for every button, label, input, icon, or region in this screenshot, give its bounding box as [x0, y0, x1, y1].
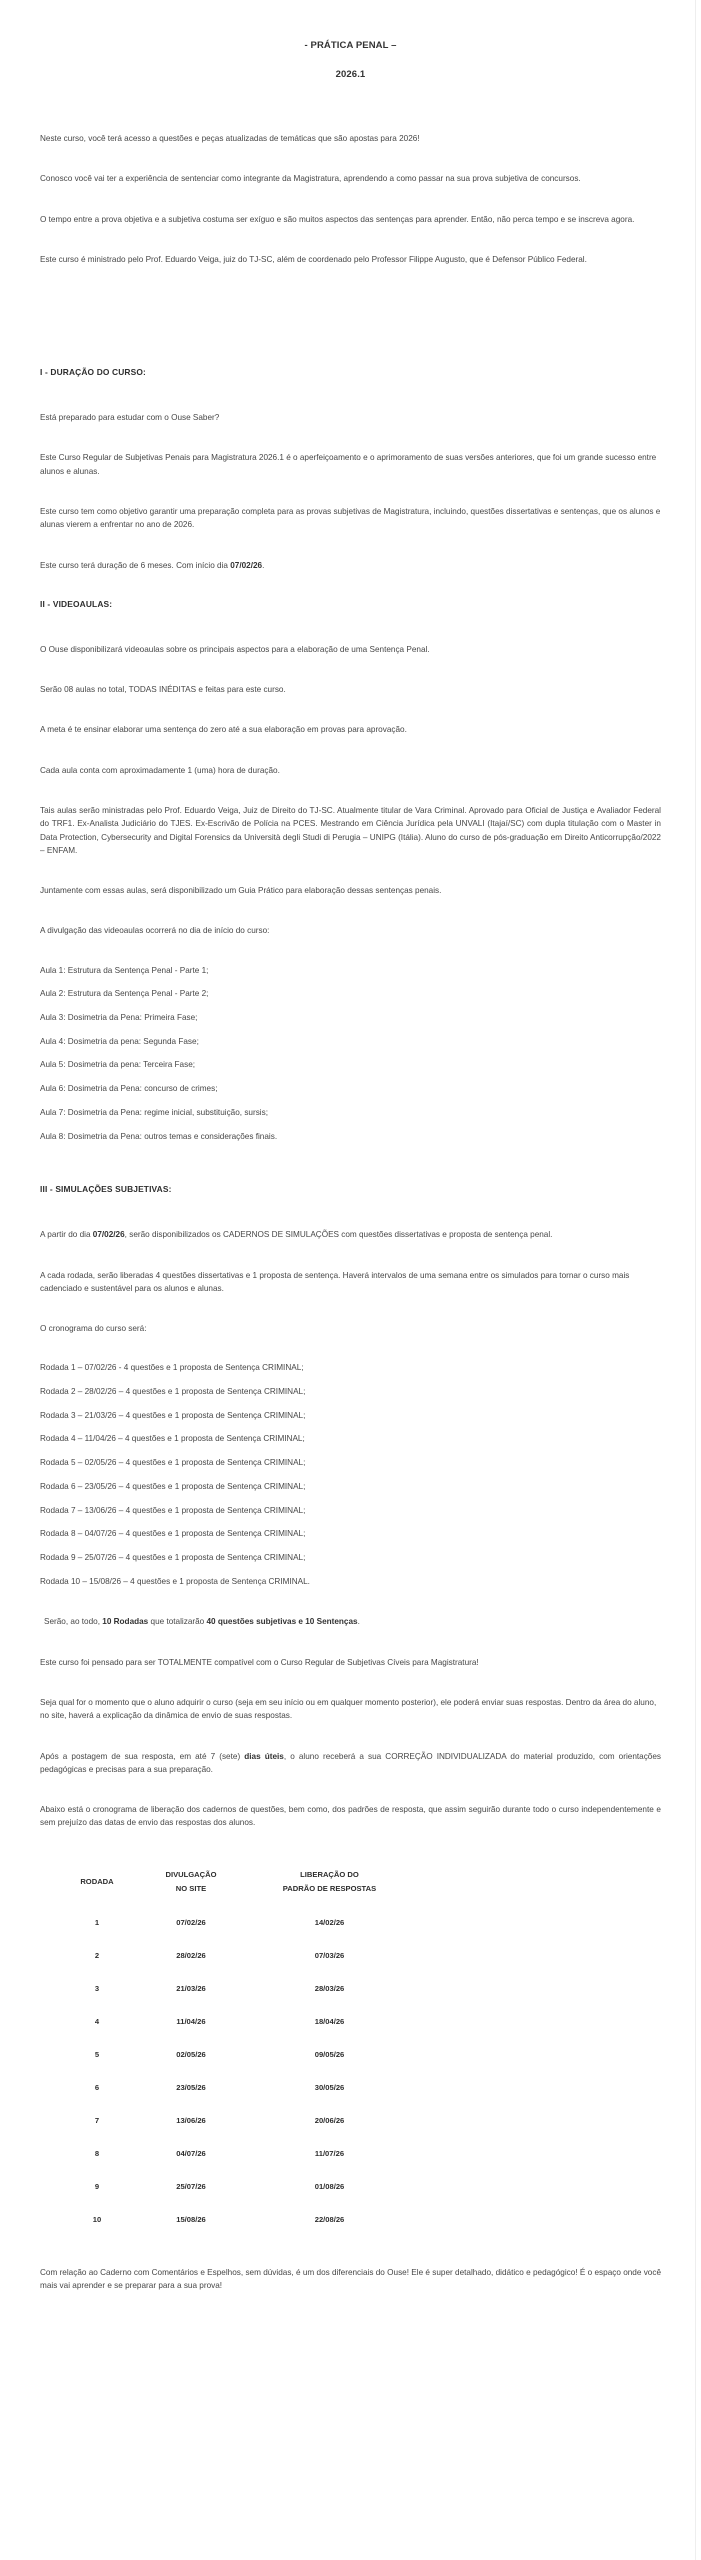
videoaulas-paragraph-6: Juntamente com essas aulas, será disponibilizado um Guia Prático para elaboração dessas sentenças penais.: [40, 886, 442, 896]
cell-rodada: 10: [92, 2214, 102, 2224]
cell-divulgacao: 28/02/26: [176, 1950, 206, 1960]
list-item: Aula 3: Dosimetria da Pena: Primeira Fase;: [40, 1013, 198, 1023]
list-item: Aula 8: Dosimetria da Pena: outros temas e considerações finais.: [40, 1131, 278, 1141]
section-heading-duracao: I - DURAÇÃO DO CURSO:: [40, 367, 146, 378]
cell-divulgacao: 07/02/26: [176, 1917, 206, 1927]
totals-rodadas: 10 Rodadas: [102, 1617, 149, 1627]
list-item: Aula 4: Dosimetria da pena: Segunda Fase;: [40, 1036, 199, 1046]
videoaulas-paragraph-2: Serão 08 aulas no total, TODAS INÉDITAS e feitas para este curso.: [40, 685, 286, 695]
section-heading-videoaulas: II - VIDEOAULAS:: [40, 598, 113, 609]
cell-liberacao: 28/03/26: [314, 1983, 345, 1993]
simulacoes-paragraph-4: Este curso foi pensado para ser TOTALMENTE compatível com o Curso Regular de Subjetivas Cíveis para Magistratura!: [40, 1657, 479, 1667]
totals-suffix: .: [357, 1617, 360, 1627]
cell-rodada: 4: [94, 2016, 100, 2026]
cell-rodada: 1: [94, 1917, 100, 1927]
liberacao-line-1: LIBERAÇÃO DO: [300, 1869, 359, 1879]
cell-liberacao: 22/08/26: [314, 2214, 345, 2224]
schedule-table-body: [58, 1906, 413, 2236]
list-item: Aula 7: Dosimetria da Pena: regime inicial, substituição, sursis;: [40, 1107, 268, 1117]
round-schedule-list: [40, 1362, 661, 1588]
cell-rodada: 6: [94, 2082, 100, 2092]
column-header-rodada: RODADA: [80, 1876, 114, 1886]
list-item: Aula 2: Estrutura da Sentença Penal - Parte 2;: [40, 989, 209, 999]
list-item: Rodada 3 – 21/03/26 – 4 questões e 1 proposta de Sentença CRIMINAL;: [40, 1410, 306, 1420]
duracao-start-date: 07/02/26: [230, 560, 263, 570]
cell-rodada: 3: [94, 1983, 100, 1993]
cell-liberacao: 30/05/26: [314, 2082, 345, 2092]
totals-questoes: 40 questões subjetivas e 10 Sentenças: [206, 1617, 358, 1627]
list-item: Rodada 10 – 15/08/26 – 4 questões e 1 proposta de Sentença CRIMINAL.: [40, 1576, 310, 1586]
section-spacer: [40, 1170, 661, 1184]
duracao-p4-suffix: .: [262, 560, 265, 570]
page-right-edge: [695, 0, 696, 2560]
cell-liberacao: 20/06/26: [314, 2115, 345, 2125]
simulacoes-paragraph-5: Seja qual for o momento que o aluno adquirir o curso (seja em seu início ou em qualquer momento posterior), ele poderá enviar suas respostas. Dentro da área do aluno, no site, haverá a explicação da dinâmica de envio de suas respostas.: [40, 1697, 657, 1721]
list-item: Rodada 9 – 25/07/26 – 4 questões e 1 proposta de Sentença CRIMINAL;: [40, 1553, 306, 1562]
cell-rodada: 8: [94, 2148, 100, 2158]
cell-divulgacao: 21/03/26: [176, 1983, 206, 1993]
divulgacao-line-1: DIVULGAÇÃO: [165, 1869, 217, 1879]
cell-rodada: 5: [94, 2049, 100, 2059]
list-item: Aula 6: Dosimetria da Pena: concurso de crimes;: [40, 1084, 218, 1094]
table-row: [58, 2038, 413, 2071]
section-heading-simulacoes: III - SIMULAÇÕES SUBJETIVAS:: [40, 1184, 172, 1195]
list-item: Rodada 8 – 04/07/26 – 4 questões e 1 proposta de Sentença CRIMINAL;: [40, 1529, 306, 1539]
cell-divulgacao: 23/05/26: [176, 2082, 206, 2092]
lesson-list: [40, 965, 661, 1144]
cell-rodada: 7: [94, 2115, 100, 2125]
duracao-paragraph-2: Este Curso Regular de Subjetivas Penais para Magistratura 2026.1 é o aperfeiçoamento e o aprimoramento de suas versões anteriores, que foi um grande sucesso entre alunos e alunas.: [40, 453, 657, 476]
duracao-paragraph-3: Este curso tem como objetivo garantir uma preparação completa para as provas subjetivas de Magistratura, incluindo, questões dissertativas e sentenças, que os alunos e alunas vierem a enfrentar no ano de 2026.: [40, 506, 661, 530]
cell-rodada: 9: [94, 2181, 100, 2191]
intro-paragraph-1: Neste curso, você terá acesso a questões e peças atualizadas de temáticas que são apostas para 2026!: [40, 134, 420, 143]
column-header-liberacao: [246, 1864, 413, 1906]
list-item: Rodada 1 – 07/02/26 - 4 questões e 1 proposta de Sentença CRIMINAL;: [40, 1363, 304, 1373]
simulacoes-totals: [40, 1615, 661, 1628]
simulacoes-paragraph-2: A cada rodada, serão liberadas 4 questões dissertativas e 1 proposta de sentença. Haverá intervalos de uma semana entre os simulados para tornar o curso mais cadenciado e sustentável para os alunos e alunas.: [40, 1270, 630, 1293]
cell-divulgacao: 04/07/26: [176, 2148, 206, 2158]
list-item: Aula 5: Dosimetria da pena: Terceira Fase;: [40, 1060, 196, 1070]
table-row: [58, 1939, 413, 1972]
cell-liberacao: 07/03/26: [314, 1950, 345, 1960]
closing-paragraph: Com relação ao Caderno com Comentários e Espelhos, sem dúvidas, é um dos diferenciais do Ouse! Ele é super detalhado, didático e pedagógico! É o espaço onde você mais vai aprender e se preparar para a sua prova!: [40, 2267, 661, 2291]
simulacoes-paragraph-7: Abaixo está o cronograma de liberação dos cadernos de questões, bem como, dos padrões de resposta, que assim seguirão durante todo o curso independentemente e sem prejuízo das datas de envio das respostas dos alunos.: [40, 1805, 661, 1828]
table-row: [58, 2005, 413, 2038]
column-header-divulgacao: [136, 1864, 246, 1906]
intro-paragraph-4: Este curso é ministrado pelo Prof. Eduardo Veiga, juiz do TJ-SC, além de coordenado pelo Professor Filippe Augusto, que é Defensor Público Federal.: [40, 254, 587, 264]
correcao-suffix: , o aluno receberá a sua CORREÇÃO INDIVIDUALIZADA do material produzido, com orientações pedagógicas e precisas para a sua preparação.: [40, 1751, 661, 1774]
document-title: - PRÁTICA PENAL –: [304, 40, 397, 51]
cell-liberacao: 01/08/26: [314, 2181, 345, 2191]
cell-divulgacao: 13/06/26: [176, 2115, 206, 2125]
table-header-row: [58, 1864, 413, 1906]
duracao-paragraph-1: Está preparado para estudar com o Ouse Saber?: [40, 413, 220, 423]
simulacoes-start-date: 07/02/26: [92, 1230, 125, 1240]
table-row: [58, 1906, 413, 1939]
cell-divulgacao: 02/05/26: [176, 2049, 206, 2059]
table-row: [58, 2071, 413, 2104]
list-item: Aula 1: Estrutura da Sentença Penal - Parte 1;: [40, 965, 209, 975]
totals-mid: que totalizarão: [148, 1617, 207, 1627]
videoaulas-paragraph-3: A meta é te ensinar elaborar uma sentença do zero até a sua elaboração em provas para aprovação.: [40, 725, 407, 735]
cell-liberacao: 18/04/26: [314, 2016, 345, 2026]
duracao-p4-prefix: Este curso terá duração de 6 meses. Com início dia: [40, 560, 231, 570]
simulacoes-p1-prefix: A partir do dia: [40, 1230, 93, 1240]
liberacao-line-2: PADRÃO DE RESPOSTAS: [282, 1883, 377, 1893]
schedule-table: [58, 1864, 413, 2236]
videoaulas-professor-bio: Tais aulas serão ministradas pelo Prof. Eduardo Veiga, Juiz de Direito do TJ-SC. Atualmente titular de Vara Criminal. Aprovado para Oficial de Justiça e Avaliador Federal do TRF1. Ex-Analista Judiciário do TJES. Ex-Escrivão de Polícia na PCES. Mestrando em Ciência Jurídica pela UNVALI (Itajaí/SC) com dupla titulação com o Master in Data Protection, Cybersecurity and Digital Forensics da Università degli Studi di Perugia – UNIPG (Itália). Aluno do curso de pós-graduação em Direito Anticorrupção/2022 – ENFAM.: [40, 805, 661, 855]
table-row: [58, 2137, 413, 2170]
document-subtitle: 2026.1: [335, 69, 366, 80]
table-row: [58, 2104, 413, 2137]
cell-liberacao: 14/02/26: [314, 1917, 345, 1927]
schedule-table-head: [58, 1864, 413, 1906]
table-row: [58, 2170, 413, 2203]
list-item: Rodada 2 – 28/02/26 – 4 questões e 1 proposta de Sentença CRIMINAL;: [40, 1387, 306, 1397]
simulacoes-paragraph-1: [40, 1228, 661, 1241]
cell-rodada: 2: [94, 1950, 100, 1960]
list-item: Rodada 6 – 23/05/26 – 4 questões e 1 proposta de Sentença CRIMINAL;: [40, 1481, 306, 1491]
cell-divulgacao: 11/04/26: [176, 2016, 206, 2026]
cell-divulgacao: 15/08/26: [176, 2214, 206, 2224]
intro-paragraph-2: Conosco você vai ter a experiência de sentenciar como integrante da Magistratura, aprendendo a como passar na sua prova subjetiva de concursos.: [40, 174, 581, 184]
cell-liberacao: 11/07/26: [314, 2148, 345, 2158]
correcao-prefix: Após a postagem de sua resposta, em até 7 (sete): [40, 1751, 245, 1761]
intro-paragraph-3: O tempo entre a prova objetiva e a subjetiva costuma ser exíguo e são muitos aspectos das sentenças para aprender. Então, não perca tempo e se inscreva agora.: [40, 214, 635, 224]
table-row: [58, 2203, 413, 2236]
divulgacao-line-2: NO SITE: [175, 1883, 207, 1893]
videoaulas-paragraph-4: Cada aula conta com aproximadamente 1 (uma) hora de duração.: [40, 765, 280, 775]
videoaulas-paragraph-7: A divulgação das videoaulas ocorrerá no dia de início do curso:: [40, 926, 270, 936]
cell-divulgacao: 25/07/26: [176, 2181, 206, 2191]
section-spacer: [40, 293, 661, 307]
list-item: Rodada 7 – 13/06/26 – 4 questões e 1 proposta de Sentença CRIMINAL;: [40, 1505, 306, 1515]
simulacoes-p1-suffix: , serão disponibilizados os CADERNOS DE SIMULAÇÕES com questões dissertativas e proposta de sentença penal.: [124, 1230, 553, 1240]
simulacoes-paragraph-6: [40, 1750, 661, 1777]
cell-liberacao: 09/05/26: [314, 2049, 345, 2059]
videoaulas-paragraph-1: O Ouse disponibilizará videoaulas sobre os principais aspectos para a elaboração de uma Sentença Penal.: [40, 644, 430, 654]
totals-prefix: Serão, ao todo,: [44, 1617, 103, 1627]
duracao-paragraph-4: [40, 559, 661, 572]
simulacoes-paragraph-3: O cronograma do curso será:: [40, 1324, 147, 1334]
dias-uteis: dias úteis: [244, 1751, 284, 1761]
list-item: Rodada 5 – 02/05/26 – 4 questões e 1 proposta de Sentença CRIMINAL;: [40, 1458, 306, 1468]
table-row: [58, 1972, 413, 2005]
list-item: Rodada 4 – 11/04/26 – 4 questões e 1 proposta de Sentença CRIMINAL;: [40, 1434, 305, 1444]
